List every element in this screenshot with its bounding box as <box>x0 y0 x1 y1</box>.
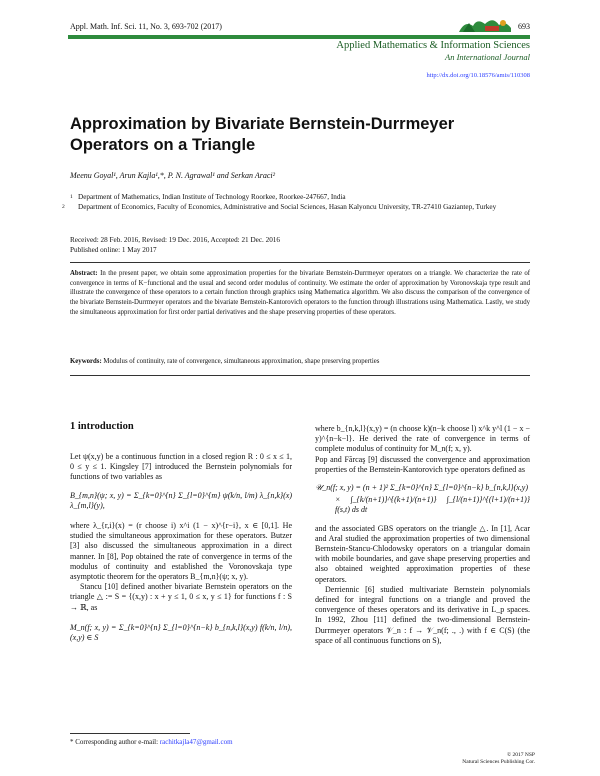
footnote <box>70 738 233 746</box>
footnote-label: * Corresponding author e-mail: <box>70 738 159 746</box>
paragraph: Stancu [10] defined another bivariate Bernstein operators on the triangle △ := S = {(x,y) : x + y ≤ 1, 0 ≤ x, y ≤ 1} for functions f : S → ℝ, as <box>70 582 292 612</box>
paragraph: where b_{n,k,l}(x,y) = (n choose k)(n−k choose l) x^k y^l (1 − x − y)^{n−k−l}. He derived the rate of convergence in terms of complete modulus of continuity for M_n(f; x, y). <box>315 424 530 454</box>
keywords-label: Keywords: <box>70 358 102 365</box>
author-email-link[interactable]: rachitkajla47@gmail.com <box>159 738 233 746</box>
affiliation-1 <box>70 193 530 203</box>
doi-link[interactable]: http://dx.doi.org/10.18576/amis/110308 <box>426 72 530 79</box>
affiliation-2 <box>62 203 530 213</box>
abstract-text: In the present paper, we obtain some approximation properties for the bivariate Bernstein-Durrmeyer operators on a triangle. We characterize the rate of convergence in terms of K−functional and the usual and second order modulus of continuity. We estimate the order of approximation by Voronovskaja type result and illustrate the convergence of these operators to a certain function through graphics using Mathematica algorithm. We also discuss the comparison of the convergence of the bivariate Bernstein-Durrmeyer operators and the bivariate Bernstein-Kantorovich operators to the function through illustrations using Mathematica. Lastly, we study the simultaneous approximation for first order partial derivatives and the shape preserving properties of these operators. <box>70 270 530 316</box>
footnote-rule <box>70 733 190 734</box>
paragraph: Derriennic [6] studied multivariate Bernstein polynomials defined for integral functions on a triangle and proved the convergence of theses operators and its derivative in L_p spaces. In 1992, Zhou [11] defined the two-dimensional Bernstein-Durrmeyer operators 𝒱_n : f → 𝒱_n(f; ., .) with f ∈ C(S) (the space of all continuous functions on S), <box>315 584 530 645</box>
journal-subtitle: An International Journal <box>445 52 530 62</box>
abstract <box>70 269 530 318</box>
paper-title: Approximation by Bivariate Bernstein-Durrmeyer Operators on a Triangle <box>70 115 455 154</box>
paragraph: and the associated GBS operators on the triangle △. In [1], Acar and Aral studied the approximation properties of two dimensional Bernstein-Stancu-Chlodowsky operators on a triangular domain with mobile boundaries, and gave shape preserving properties and also obtained weighted approximation properties of these operators. <box>315 523 530 584</box>
running-header-citation: Appl. Math. Inf. Sci. 11, No. 3, 693-702 (2017) <box>70 22 222 31</box>
copyright-line: © 2017 NSP <box>506 752 535 758</box>
left-column <box>70 452 292 643</box>
author-list: Meenu Goyal¹, Arun Kajla¹,*, P. N. Agrawal¹ and Serkan Araci² <box>70 171 275 180</box>
affiliation-text: Department of Economics, Faculty of Economics, Administrative and Social Sciences, Hasan Kalyoncu University, TR-27410 Gaziantep, Turkey <box>78 203 497 211</box>
page-number: 693 <box>518 22 530 31</box>
section-heading: 1 introduction <box>70 421 134 432</box>
affiliation-number: 1 <box>70 194 73 200</box>
equation: M_n(f; x, y) = Σ_{k=0}^{n} Σ_{l=0}^{n−k} b_{n,k,l}(x,y) f(k/n, l/n), (x,y) ∈ S <box>70 622 292 643</box>
journal-title: Applied Mathematics & Information Sciences <box>336 40 530 51</box>
journal-logo-icon <box>455 14 515 36</box>
equation: 𝒰_n(f; x, y) = (n + 1)² Σ_{k=0}^{n} Σ_{l=0}^{n−k} b_{n,k,l}(x,y) <box>315 483 529 493</box>
abstract-label: Abstract: <box>70 270 98 277</box>
publisher-line: Natural Sciences Publishing Cor. <box>462 759 535 765</box>
equation: B_{m,n}(ψ; x, y) = Σ_{k=0}^{n} Σ_{l=0}^{m} ψ(k/n, l/m) λ_{n,k}(x) λ_{m,l}(y), <box>70 490 292 510</box>
keywords <box>70 358 530 365</box>
header-rule <box>68 35 530 39</box>
copyright <box>440 752 535 766</box>
publication-dates <box>70 235 280 255</box>
received-dates: Received: 28 Feb. 2016, Revised: 19 Dec. 2016, Accepted: 21 Dec. 2016 <box>70 236 280 244</box>
divider <box>70 262 530 263</box>
journal-name <box>310 40 530 62</box>
divider <box>70 375 530 376</box>
published-date: Published online: 1 May 2017 <box>70 246 157 254</box>
affiliation-number: 2 <box>62 204 65 210</box>
affiliation-text: Department of Mathematics, Indian Institute of Technology Roorkee, Roorkee-247667, India <box>78 193 346 201</box>
right-column <box>315 424 530 646</box>
equation: × ∫_{k/(n+1)}^{(k+1)/(n+1)} ∫_{l/(n+1)}^{(l+1)/(n+1)} f(s,t) ds dt <box>335 495 530 515</box>
paragraph: Let ψ(x,y) be a continuous function in a closed region R : 0 ≤ x ≤ 1, 0 ≤ y ≤ 1. Kingsley [7] introduced the Bernstein polynomials for functions of two variables as <box>70 452 292 482</box>
paragraph: Pop and Fărcaş [9] discussed the convergence and approximation properties of the Bernstein-Kantorovich type operators defined as <box>315 454 530 474</box>
keywords-text: Modulus of continuity, rate of convergence, simultaneous approximation, shape preserving properties <box>103 358 380 365</box>
paragraph: where λ_{r,i}(x) = (r choose i) x^i (1 − x)^{r−i}, x ∈ [0,1]. He studied the simultaneous approximation for these operators. Butzer [3] also discussed the simultaneous approximation in a direct manner. In [8], Pop obtained the rate of convergence in terms of the modulus of continuity and established the Voronovskaja type asymptotic theorem for the operators B_{m,n}(ψ; x, y). <box>70 521 292 582</box>
